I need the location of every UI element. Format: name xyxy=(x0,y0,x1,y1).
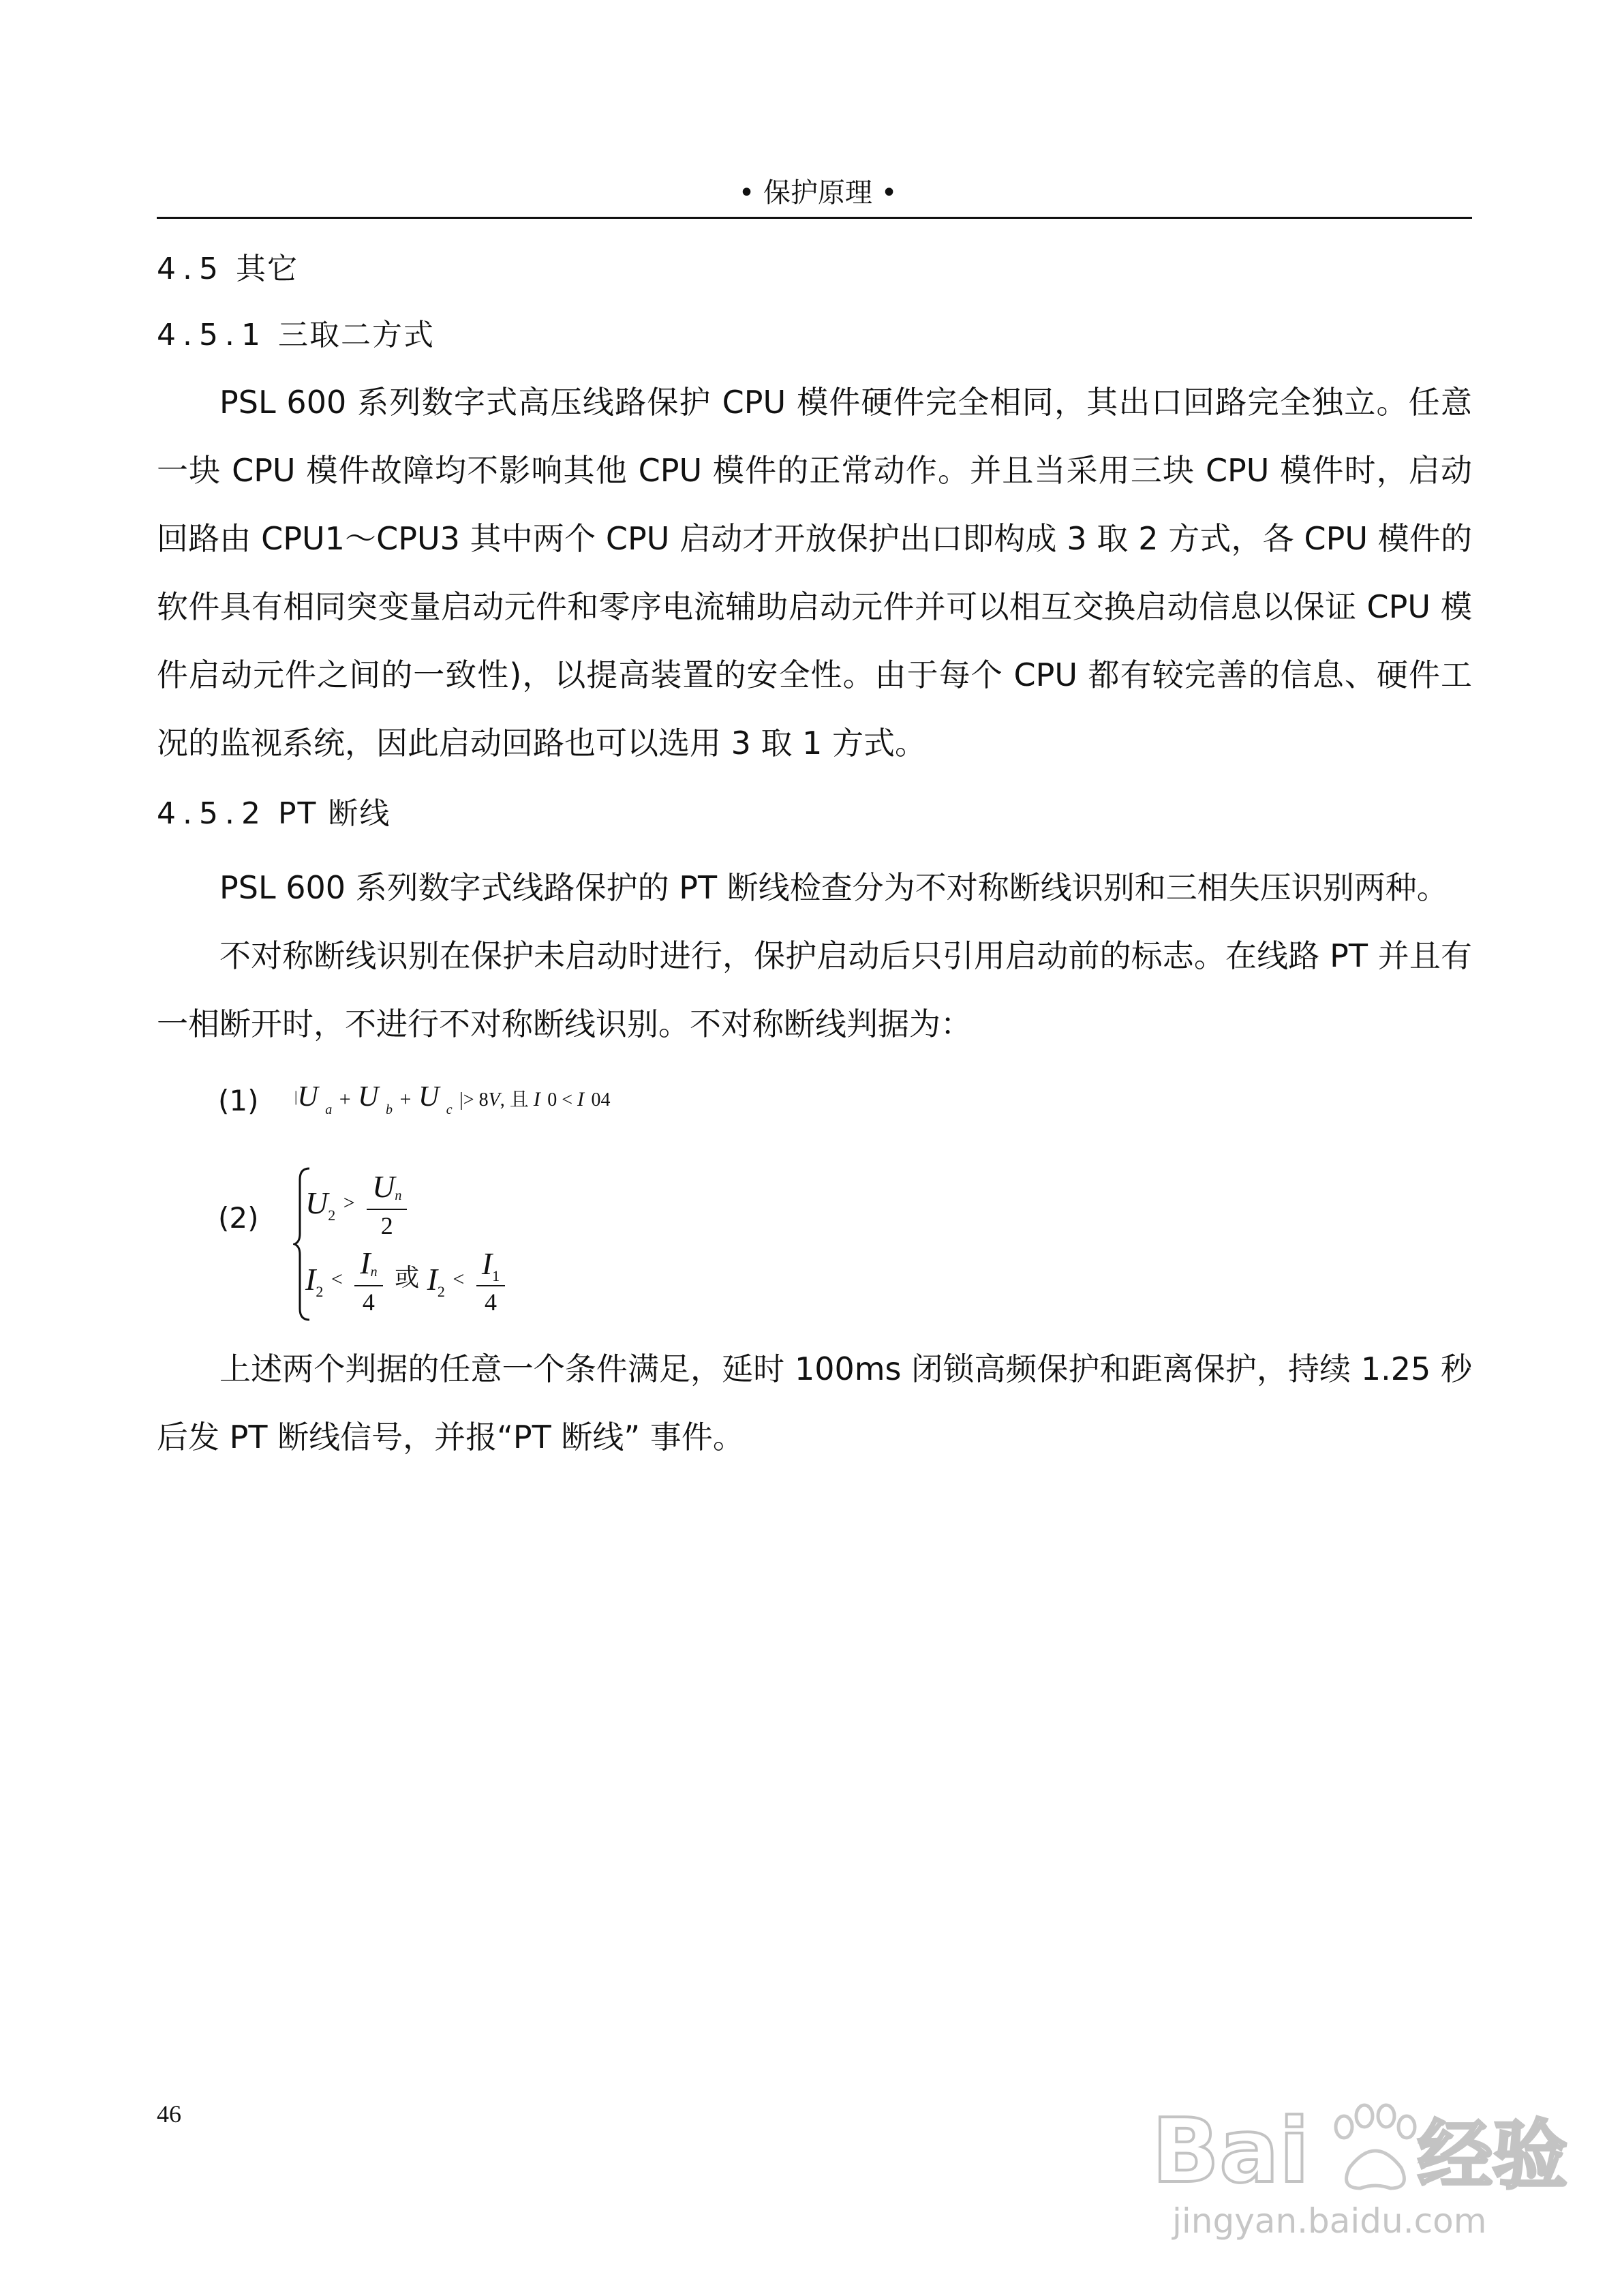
baidu-jingyan-watermark xyxy=(1145,2086,1567,2250)
formula-1-label: (1) xyxy=(218,1084,259,1117)
section-number: 4.5.2 xyxy=(157,796,267,831)
section-title: 其它 xyxy=(235,252,299,286)
section-number: 4.5 xyxy=(157,252,225,286)
paragraph-triple-redundancy: PSL 600 系列数字式高压线路保护 CPU 模件硬件完全相同，其出口回路完全独立。任意一块 CPU 模件故障均不影响其他 CPU 模件的正常动作。并且当采用三块 CPU 模件时，启动回路由 CPU1～CPU3 其中两个 CPU 启动才开放保护出口即构成 3 取 2 方式，各 CPU 模件的软件具有相同突变量启动元件和零序电流辅助启动元件并可以相互交换启动信息以保证 CPU 模件启动元件之间的一致性)，以提高装置的安全性。由于每个 CPU 都有较完善的信息、硬件工况的监视系统，因此启动回路也可以选用 3 取 1 方式。 xyxy=(157,384,1472,761)
paragraph-asymmetric: 不对称断线识别在保护未启动时进行，保护启动后只引用启动前的标志。在线路 PT 并且有一相断开时，不进行不对称断线识别。不对称断线判据为： xyxy=(157,937,1472,1042)
paragraph-pt-intro: PSL 600 系列数字式线路保护的 PT 断线检查分为不对称断线识别和三相失压识别两种。 xyxy=(219,869,1448,906)
paragraph-delay: 上述两个判据的任意一个条件满足，延时 100ms 闭锁高频保护和距离保护，持续 1.25 秒后发 PT 断线信号，并报“PT 断线” 事件。 xyxy=(157,1350,1472,1455)
section-title: 三取二方式 xyxy=(277,318,435,352)
formula-2-label: (2) xyxy=(218,1201,259,1235)
formula-2-line-2: $I_2$ < $\frac{In}{4}$ 或 $I_2$ < $\frac{I_1}{4}$ xyxy=(305,1248,509,1318)
svg-text:经验: 经验 xyxy=(1418,2112,1567,2199)
section-title: PT 断线 xyxy=(277,796,391,831)
header-rule xyxy=(157,217,1472,219)
watermark-url: jingyan.baidu.com xyxy=(1172,2201,1487,2241)
running-header: • 保护原理 • xyxy=(738,177,898,209)
section-number: 4.5.1 xyxy=(157,318,267,352)
formula-2-line-1: $U_2$ > $\frac{Un}{2}$ xyxy=(305,1171,411,1241)
formula-1: |U $_a$ + U $_b$ + U $_c$ |> 8V, 且 I 0 < I 04 xyxy=(294,1081,611,1117)
section-heading-4-5-1 xyxy=(157,315,435,356)
page-number: 46 xyxy=(157,2100,181,2128)
svg-text:Bai du 经验: Bai du 经验 xyxy=(1414,2185,1418,2186)
section-heading-4-5 xyxy=(157,249,299,290)
section-heading-4-5-2 xyxy=(157,794,391,834)
svg-text:Bai: Bai xyxy=(1152,2099,1310,2203)
